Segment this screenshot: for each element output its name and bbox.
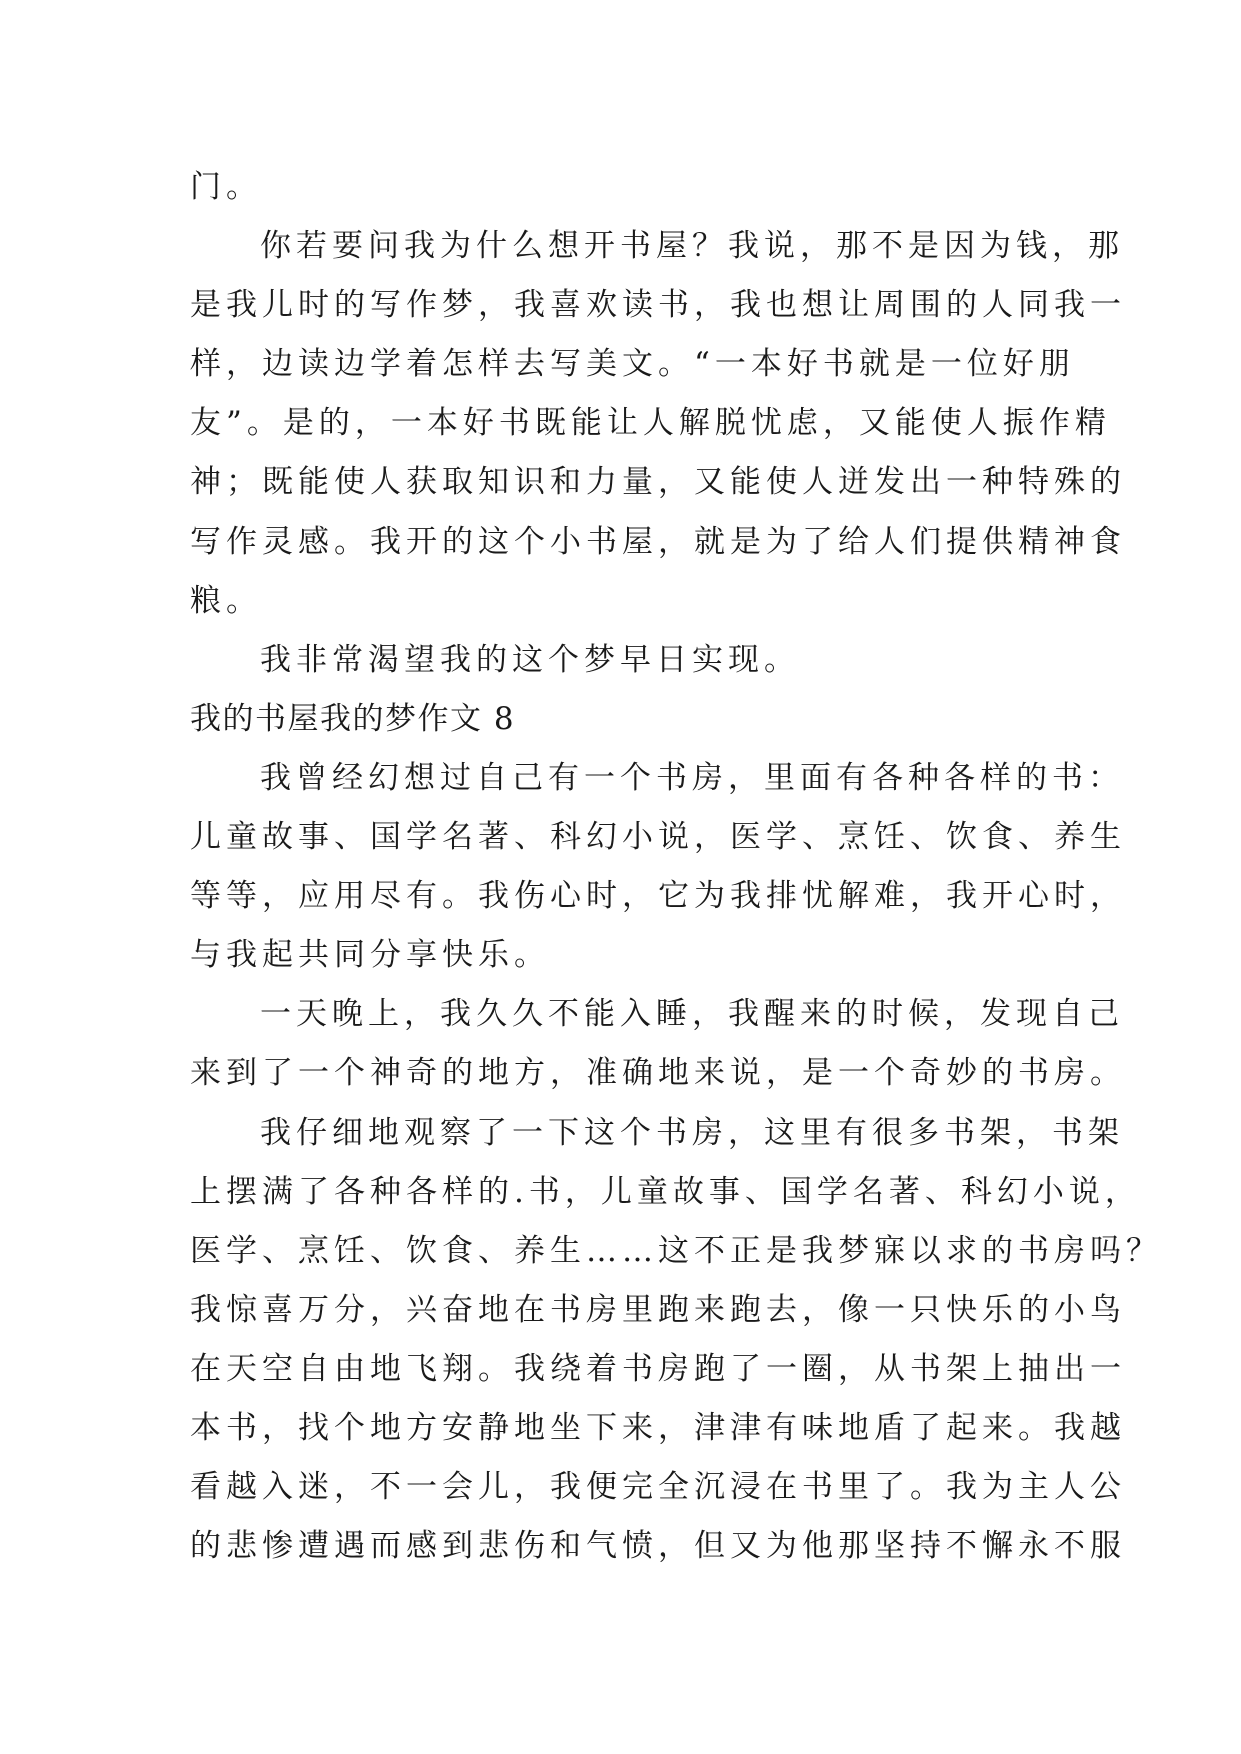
text-line: 样，边读边学着怎样去写美文。“一本好书就是一位好朋 — [190, 346, 1075, 383]
text-line: 本书，找个地方安静地坐下来，津津有味地盾了起来。我越 — [190, 1409, 1126, 1446]
text-line: 友”。是的，一本好书既能让人解脱忧虑，又能使人振作精 — [190, 405, 1111, 442]
text-line: 我惊喜万分，兴奋地在书房里跑来跑去，像一只快乐的小鸟 — [190, 1291, 1126, 1328]
text-line: 与我起共同分享快乐。 — [190, 937, 550, 974]
text-line: 门。 — [190, 169, 262, 205]
text-line: 我非常渴望我的这个梦早日实现。 — [260, 641, 800, 678]
text-line: 看越入迷，不一会儿，我便完全沉浸在书里了。我为主人公 — [190, 1469, 1126, 1506]
text-line: 写作灵感。我开的这个小书屋，就是为了给人们提供精神食 — [190, 523, 1126, 560]
text-line: 我曾经幻想过自己有一个书房，里面有各种各样的书： — [260, 759, 1124, 796]
text-line: 儿童故事、国学名著、科幻小说，医学、烹饪、饮食、养生 — [190, 819, 1126, 856]
text-line: 我仔细地观察了一下这个书房，这里有很多书架，书架 — [260, 1114, 1124, 1151]
text-line: 等等，应用尽有。我伤心时，它为我排忧解难，我开心时， — [190, 878, 1126, 915]
text-line: 神；既能使人获取知识和力量，又能使人迸发出一种特殊的 — [190, 464, 1126, 501]
text-line: 是我儿时的写作梦，我喜欢读书，我也想让周围的人同我一 — [190, 287, 1126, 324]
text-line: 粮。 — [190, 582, 262, 619]
text-line: 一天晚上，我久久不能入睡，我醒来的时候，发现自己 — [260, 996, 1124, 1033]
text-line: 你若要问我为什么想开书屋？我说，那不是因为钱，那 — [260, 228, 1124, 265]
text-line: 上摆满了各种各样的.书，儿童故事、国学名著、科幻小说， — [190, 1173, 1141, 1210]
text-line: 在天空自由地飞翔。我绕着书房跑了一圈，从书架上抽出一 — [190, 1350, 1126, 1387]
document-body — [190, 158, 1162, 1576]
text-line: 的悲惨遭遇而感到悲伤和气愤，但又为他那坚持不懈永不服 — [190, 1528, 1126, 1565]
section-heading: 我的书屋我的梦作文 8 — [190, 700, 516, 737]
text-line: 医学、烹饪、饮食、养生……这不正是我梦寐以求的书房吗？ — [190, 1232, 1162, 1269]
text-line: 来到了一个神奇的地方，准确地来说，是一个奇妙的书房。 — [190, 1055, 1126, 1092]
